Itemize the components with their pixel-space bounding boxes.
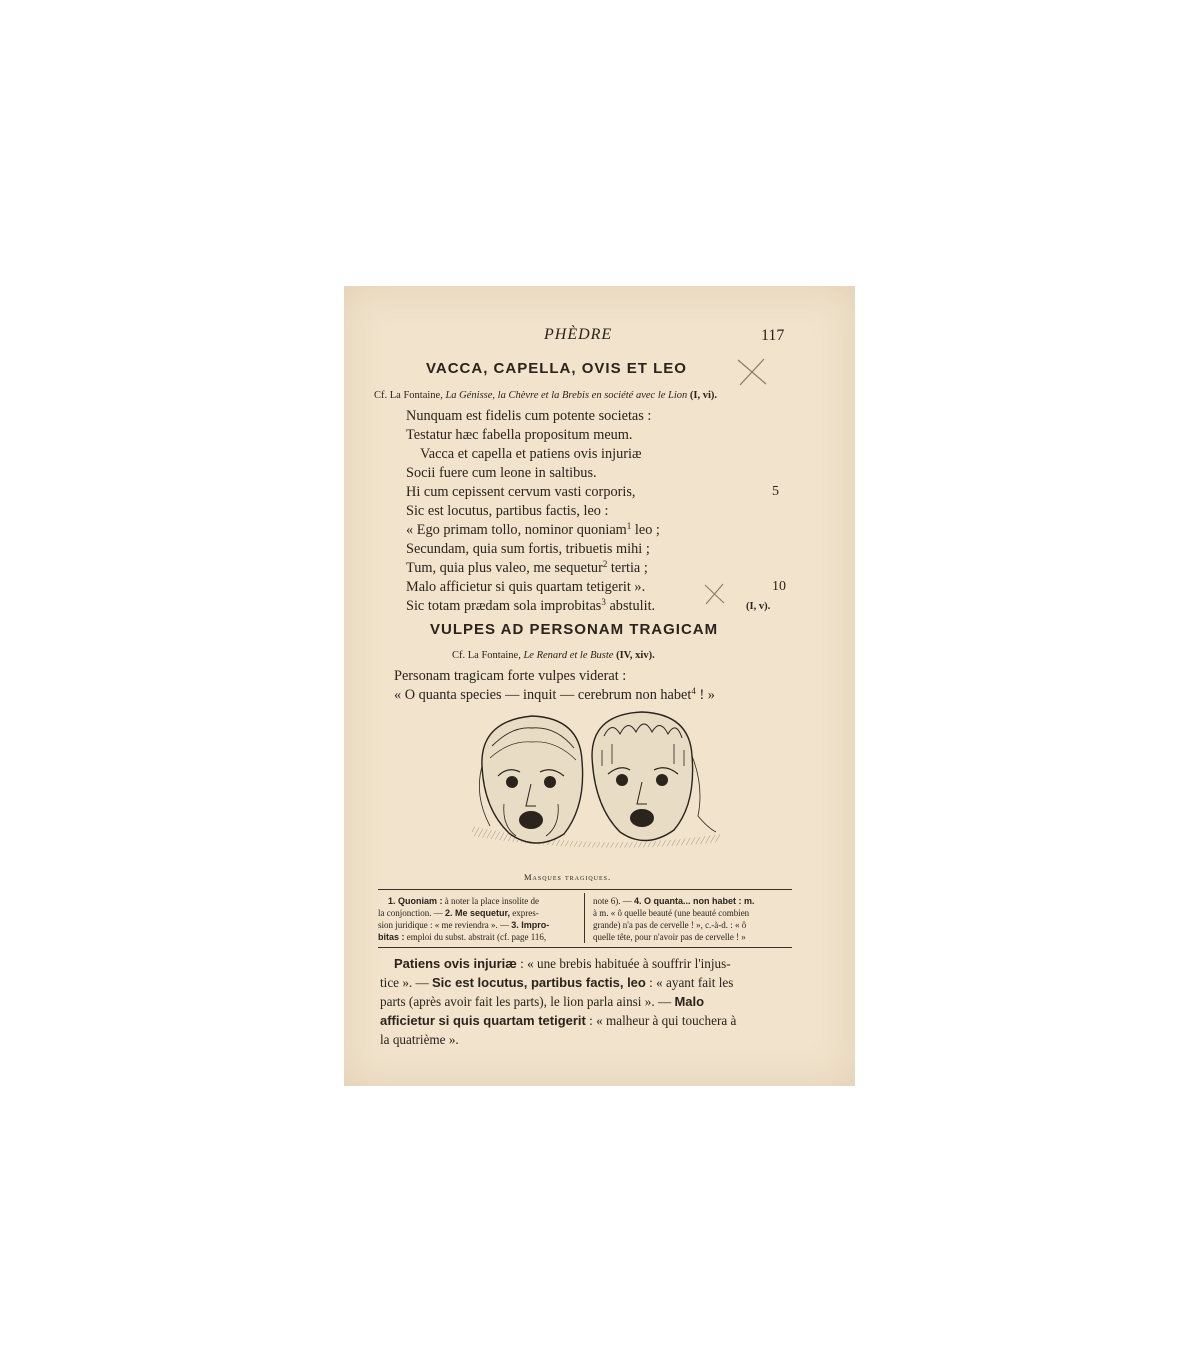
verse-line: [394, 687, 715, 704]
line-number: 10: [772, 579, 786, 594]
verse-line: Vacca et capella et patiens ovis injuriæ: [420, 446, 642, 462]
page-number: 117: [761, 327, 785, 344]
note-term: bitas :: [378, 932, 405, 942]
note-term: 1. Quoniam :: [388, 896, 443, 906]
verse-text: ! »: [695, 687, 715, 703]
running-head: PHÈDRE: [544, 326, 613, 343]
footnote-line: grande) n'a pas de cervelle ! », c.-à-d. : « ô: [593, 920, 747, 930]
verse-line: Personam tragicam forte vulpes viderat :: [394, 668, 627, 684]
verse-line: Secundam, quia sum fortis, tribuetis mihi ;: [406, 541, 650, 557]
commentary-text: parts (après avoir fait les parts), le lion parla ainsi ». —: [380, 994, 675, 1009]
verse-line: Testatur hæc fabella propositum meum.: [406, 427, 633, 443]
footnote-marker: 2: [602, 559, 608, 569]
note-term: 3. Impro-: [511, 920, 550, 930]
verse-text: Tum, quia plus valeo, me sequetur: [406, 560, 603, 576]
note-text: emploi du subst. abstrait (cf. page 116,: [404, 932, 547, 942]
footnote-rule-top: [378, 889, 792, 890]
footnote-line: [388, 896, 539, 906]
commentary-term: Sic est locutus, partibus factis, leo: [432, 975, 646, 990]
verse-line: [406, 560, 648, 577]
note-text: la conjonction. —: [378, 908, 445, 918]
figure-caption: Masques tragiques.: [524, 872, 612, 882]
cf-ref: (IV, xiv).: [613, 650, 655, 661]
commentary-line: [380, 994, 704, 1010]
fable-title: VACCA, CAPELLA, OVIS ET LEO: [426, 360, 687, 377]
commentary-text: tice ». —: [380, 975, 433, 990]
line-number: 5: [772, 484, 779, 499]
note-text: note 6). —: [593, 896, 634, 906]
footnote-line: [593, 896, 755, 906]
fable-title: VULPES AD PERSONAM TRAGICAM: [430, 621, 719, 638]
note-text: sion juridique : « me reviendra ». —: [378, 920, 512, 930]
cf-work: La Génisse, la Chèvre et la Brebis en société avec le Lion: [445, 390, 688, 401]
cf-prefix: Cf. La Fontaine,: [452, 650, 524, 661]
commentary-term: Malo: [674, 994, 705, 1009]
commentary-text: : « ayant fait les: [645, 975, 734, 990]
footnote-rule-bottom: [378, 947, 792, 948]
verse-line: [406, 598, 655, 615]
commentary-line: [394, 956, 731, 972]
book-page: [344, 286, 855, 1086]
verse-line: Hi cum cepissent cervum vasti corporis,: [406, 484, 636, 500]
verse-line: [406, 522, 660, 539]
verse-line: Malo afficietur si quis quartam tetigerit ».: [406, 579, 646, 595]
fable-source-ref: (I, v).: [746, 601, 771, 612]
note-term: 2. Me sequetur,: [445, 908, 511, 918]
note-text: expres-: [510, 908, 539, 918]
footnote-line: à m. « ô quelle beauté (une beauté combien: [593, 908, 750, 918]
commentary-term: afficietur si quis quartam tetigerit: [380, 1013, 586, 1028]
commentary-text: : « malheur à qui touchera à: [585, 1013, 737, 1028]
verse-line: Nunquam est fidelis cum potente societas :: [406, 408, 652, 424]
verse-text: abstulit.: [605, 598, 656, 614]
commentary-line: la quatrième ».: [380, 1032, 459, 1047]
note-text: à noter la place insolite de: [442, 896, 539, 906]
commentary-line: [380, 975, 733, 991]
fable-cross-reference: [374, 390, 717, 401]
verse-text: « O quanta species — inquit — cerebrum non habet: [394, 687, 692, 703]
commentary-term: Patiens ovis injuriæ: [394, 956, 517, 971]
footnote-column-divider: [584, 893, 585, 943]
cf-ref: (I, vi).: [687, 390, 718, 401]
pencil-cross-mark-small: [702, 582, 728, 606]
verse-line: Sic est locutus, partibus factis, leo :: [406, 503, 609, 519]
note-term: 4. O quanta... non habet : m.: [634, 896, 755, 906]
verse-text: leo ;: [631, 522, 660, 538]
pencil-cross-mark: [734, 356, 770, 388]
commentary-text: : « une brebis habituée à souffrir l'injus-: [516, 956, 731, 971]
cf-work: Le Renard et le Buste: [523, 650, 614, 661]
cf-prefix: Cf. La Fontaine,: [374, 390, 446, 401]
tragic-masks-engraving: [452, 706, 732, 856]
footnote-line: [378, 932, 546, 942]
verse-text: « Ego primam tollo, nominor quoniam: [406, 522, 627, 538]
verse-text: Sic totam prædam sola improbitas: [406, 598, 602, 614]
fable-cross-reference: [452, 650, 655, 661]
footnote-line: [378, 920, 549, 930]
commentary-line: [380, 1013, 736, 1029]
footnote-line: [378, 908, 539, 918]
verse-text: tertia ;: [607, 560, 648, 576]
footnote-marker: 3: [601, 597, 606, 607]
footnote-line: quelle tête, pour n'avoir pas de cervelle ! »: [593, 932, 746, 942]
footnote-marker: 1: [626, 521, 632, 531]
footnote-marker: 4: [691, 686, 696, 696]
verse-line: Socii fuere cum leone in saltibus.: [406, 465, 597, 481]
